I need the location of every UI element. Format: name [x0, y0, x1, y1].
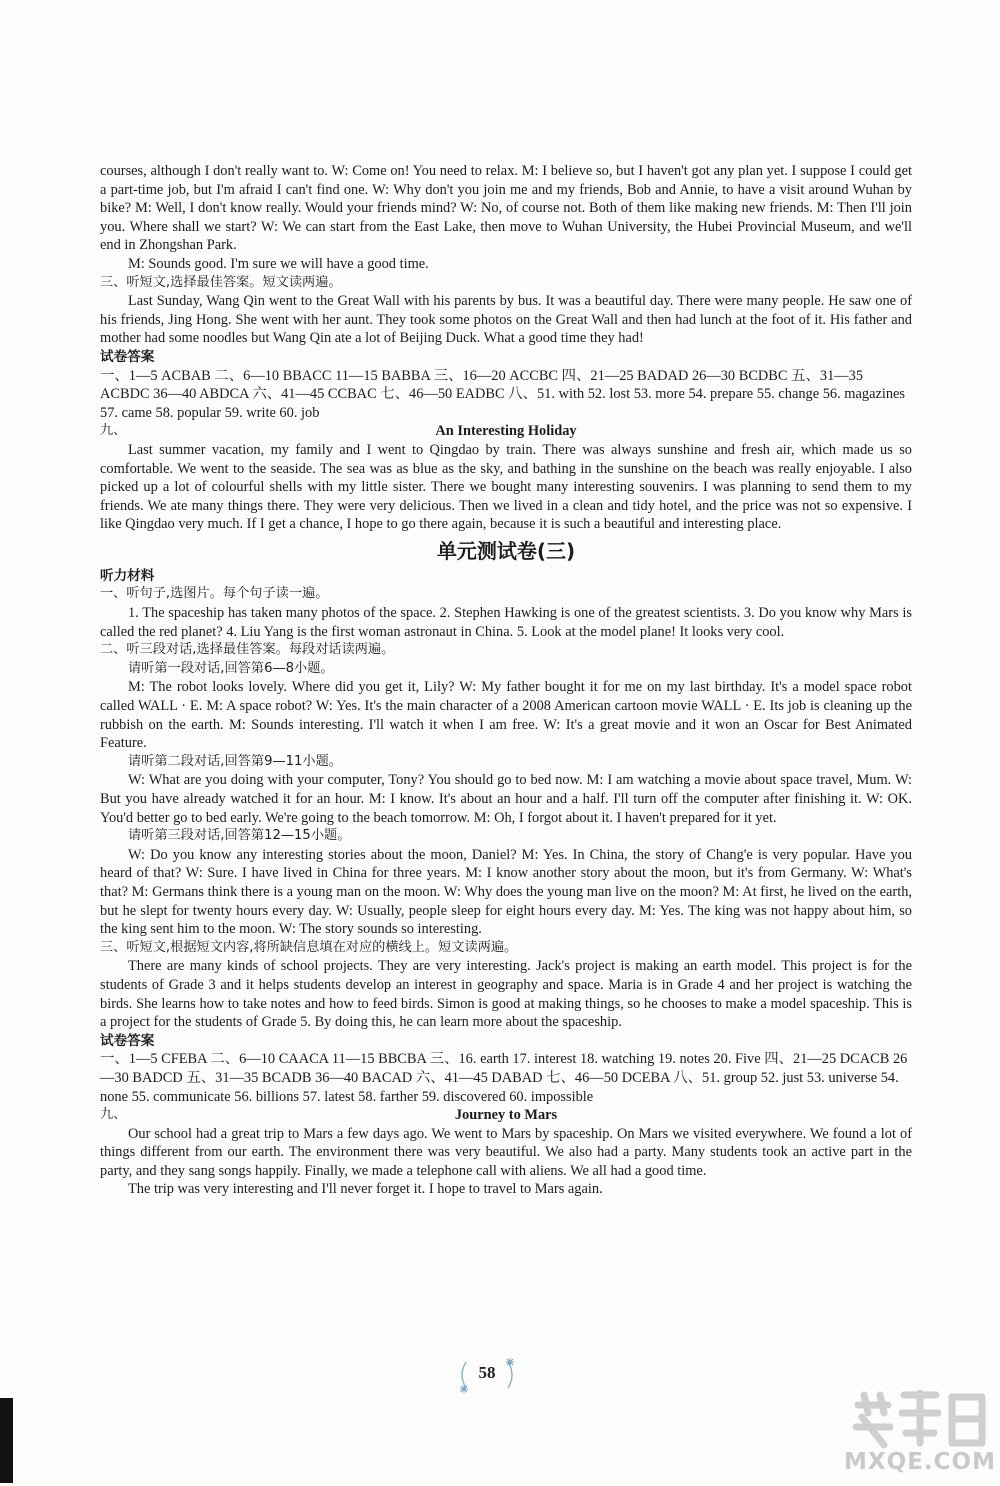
unit3-title: 单元测试卷(三) — [436, 538, 576, 563]
page-content — [100, 162, 912, 1199]
unit3-part3-passage: There are many kinds of school projects. They are very interesting. Jack's project is making an earth model. This project is for the students of Grade 3 and it helps students develop an interest in geography and space. Maria is in Grade 4 and her project is watching the birds. She learns how to take notes and how to feed birds. Simon is good at making things, so he chooses to make a model spaceship. This is a project for the students of Grade 5. By doing this, he can learn more about the spaceship. — [100, 958, 912, 1031]
unit3-answer-line: 一、1—5 CFEBA 二、6—10 CAACA 11—15 BBCBA 三、16. earth 17. interest 18. watching 19. notes 20. Five 四、21—25 DCACB 26—30 BADCD 五、31—35 BCADB 36—40 BACAD 六、41—45 DABAD 七、46—50 DCEBA 八、51. group 52. just 53. universe 54. none 55. communicate 56. billions 57. latest 58. farther 59. discovered 60. impossible — [100, 1051, 908, 1105]
dialog2-prompt: 请听第二段对话,回答第9—11小题。 — [128, 753, 342, 769]
unit2-answers-title: 试卷答案 — [100, 348, 155, 365]
dialog-closing-line: M: Sounds good. I'm sure we will have a good time. — [128, 255, 429, 272]
unit3-part2-heading: 二、听三段对话,选择最佳答案。每段对话读两遍。 — [100, 642, 395, 658]
listening-materials-label: 听力材料 — [100, 567, 155, 584]
dialog3-text: W: Do you know any interesting stories about the moon, Daniel? M: Yes. In China, the story of Chang'e is very popular. Have you heard of that? W: Sure. I have lived in China for three years. M: I know another story about the moon, but it's from Germany. W: What's that? M: Germans think there is a young man on the moon. W: Why does the young man live on the moon? M: At first, he lived on the earth, but he slept for twenty hours every day. W: Usually, people sleep for eight hours every day. M: Yes. The king was not happy about him, so the king sent him to the moon. W: The story sounds so interesting. — [100, 846, 912, 938]
unit3-part3-heading: 三、听短文,根据短文内容,将所缺信息填在对应的横线上。短文读两遍。 — [100, 939, 518, 955]
dialog3-prompt: 请听第三段对话,回答第12—15小题。 — [128, 828, 351, 844]
dialog2-text: W: What are you doing with your computer, Tony? You should go to bed now. M: I am watching a movie about space travel, Mum. W: But you have already watched it for an hour. M: I know. It's about an hour and a half. I'll turn off the computer after finishing it. W: OK. You'd better go to bed early. We're going to the beach tomorrow. M: Oh, I forgot about it. I haven't prepared for it yet. — [100, 772, 912, 826]
dialog1-text: M: The robot looks lovely. Where did you get it, Lily? W: My father bought it for me on my last birthday. It's a model space robot called WALL · E. M: A space robot? W: Yes. It's the main character of a 2008 American cartoon movie WALL · E. Its job is cleaning up the rubbish on the earth. M: Sounds interesting. I'll watch it when I am free. W: It's a great movie and it won an Oscar for Best Animated Feature. — [100, 679, 912, 752]
watermark-logo — [842, 1383, 998, 1481]
unit2-answer-line: 一、1—5 ACBAB 二、6—10 BBACC 11—15 BABBA 三、16—20 ACCBC 四、21—25 BADAD 26—30 BCDBC 五、31—35 ACBDC 36—40 ABDCA 六、41—45 CCBAC 七、46—50 EADBC 八、51. with 52. lost 53. more 54. prepare 55. change 56. magazines 57. came 58. popular 59. write 60. job — [100, 367, 906, 421]
unit2-part3-heading: 三、听短文,选择最佳答案。短文读两遍。 — [100, 274, 342, 290]
unit3-part9-row — [100, 1106, 912, 1125]
dialog1-prompt: 请听第一段对话,回答第6—8小题。 — [128, 660, 334, 676]
page-number: 58 — [478, 1363, 496, 1382]
unit3-answer-key — [100, 1050, 912, 1106]
unit3-part1-sentences: 1. The spaceship has taken many photos of the space. 2. Stephen Hawking is one of the greatest scientists. 3. Do you know why Mars is called the red planet? 4. Liu Yang is the first woman astronaut in China. 5. Look at the model plane! It looks very cool. — [100, 605, 912, 640]
unit3-essay-title: Journey to Mars — [454, 1107, 558, 1124]
unit3-answers-title: 试卷答案 — [100, 1032, 155, 1049]
scan-edge-bar — [0, 1398, 13, 1483]
unit2-essay-title: An Interesting Holiday — [435, 423, 577, 440]
unit2-essay-body: Last summer vacation, my family and I went to Qingdao by train. There was always sunshine and fresh air, which made us so comfortable. We went to the seaside. The sea was as blue as the sky, and bathing in the sunshine on the beach was really enjoyable. I also picked up a lot of colourful shells with my little sister. There we bought many interesting souvenirs. I was planning to send them to my friends. We ate many things there. They were very delicious. Then we lived in a clean and tidy hotel, and the price was not so expensive. I like Qingdao very much. If I get a chance, I hope to go there again, because it is such a beautiful and interesting place. — [100, 441, 912, 533]
unit3-essay-paragraph-2: The trip was very interesting and I'll never forget it. I hope to travel to Mars again. — [128, 1181, 603, 1198]
unit2-part9-label: 九、 — [100, 423, 127, 439]
watermark-text: MXQE.COM — [844, 1449, 996, 1475]
page-number-badge — [452, 1356, 522, 1394]
unit2-answer-key — [100, 367, 912, 423]
unit3-essay-paragraph-1: Our school had a great trip to Mars a few days ago. We went to Mars by spaceship. On Mars we visited everywhere. We found a lot of things different from our earth. The environment there was very beautiful. We also had a party. Many students took an active part in the party, and they sang songs happily. Finally, we made a telephone call with aliens. We all had a good time. — [100, 1125, 912, 1179]
unit2-part3-passage: Last Sunday, Wang Qin went to the Great Wall with his parents by bus. It was a beautiful day. There were many people. He saw one of his friends, Jing Hong. She went with her aunt. They took some photos on the Great Wall and then had lunch at the foot of it. His father and mother had some noodles but Wang Qin ate a lot of Beijing Duck. What a good time they had! — [100, 293, 912, 347]
dialog-continuation: courses, although I don't really want to. W: Come on! You need to relax. M: I believe so, but I haven't got any plan yet. I suppose I could get a part-time job, but I'm afraid I can't find one. W: Why don't you join me and my friends, Bob and Annie, to have a visit around Wuhan by bike? M: Well, I don't know really. Would your friends mind? W: No, of course not. Both of them like making new friends. M: Then I'll join you. Where shall we start? W: We can start from the East Lake, then move to Wuhan University, the Hubei Provincial Museum, and we'll end in Zhongshan Park. — [100, 163, 912, 254]
unit2-part9-row — [100, 422, 912, 441]
unit3-part1-heading: 一、听句子,选图片。每个句子读一遍。 — [100, 586, 329, 602]
unit3-part9-label: 九、 — [100, 1107, 127, 1123]
